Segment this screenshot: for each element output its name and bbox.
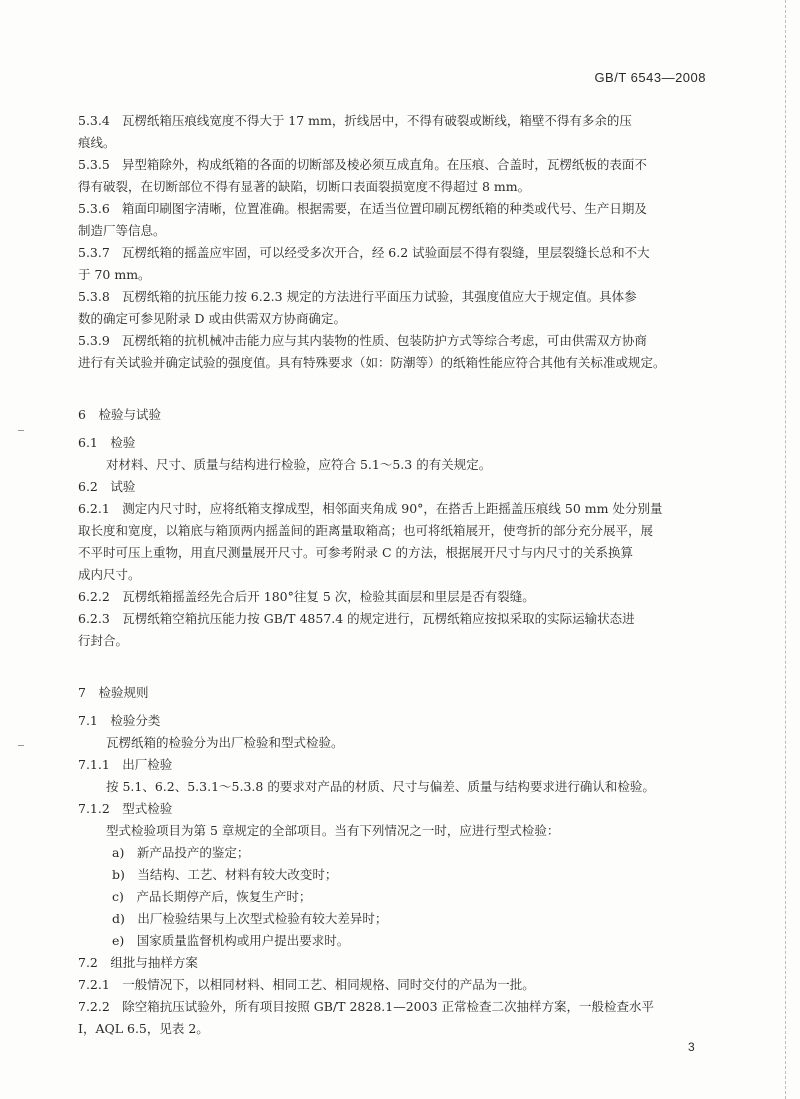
clause-line: 5.3.9 瓦楞纸箱的抗机械冲击能力应与其内装物的性质、包装防护方式等综合考虑，可由供需双方协商: [78, 333, 647, 348]
chapter-heading: 7 检验规则: [78, 685, 149, 700]
standard-number: GB/T 6543—2008: [594, 70, 706, 85]
list-item: b) 当结构、工艺、材料有较大改变时；: [112, 867, 338, 882]
section-title: 7.1 检验分类: [78, 713, 161, 728]
clause-line: 5.3.4 瓦楞纸箱压痕线宽度不得大于 17 mm，折线居中，不得有破裂或断线，箱壁不得有多余的压: [78, 113, 632, 128]
chapter-heading: 6 检验与试验: [78, 407, 161, 422]
section-title: 7.1.1 出厂检验: [78, 757, 173, 772]
paragraph-line: 6.2.1 测定内尺寸时，应将纸箱支撑成型，相邻面夹角成 90°，在搭舌上距摇盖压痕线 50 mm 处分别量: [78, 501, 663, 516]
paragraph-line: 行封合。: [78, 633, 129, 648]
paragraph-line: 不平时可压上重物，用直尺测量展开尺寸。可参考附录 C 的方法，根据展开尺寸与内尺寸的关系换算: [78, 545, 634, 560]
clause-line: 得有破裂，在切断部位不得有显著的缺陷，切断口表面裂损宽度不得超过 8 mm。: [78, 179, 531, 194]
paragraph: 瓦楞纸箱的检验分为出厂检验和型式检验。: [106, 735, 344, 750]
clause-line: 数的确定可参见附录 D 或由供需双方协商确定。: [78, 311, 346, 326]
paragraph-line: 6.2.2 瓦楞纸箱摇盖经先合后开 180°往复 5 次，检验其面层和里层是否有裂缝。: [78, 589, 535, 604]
paragraph-line: 取长度和宽度，以箱底与箱顶两内摇盖间的距离量取箱高；也可将纸箱展开，使弯折的部分充分展平，展: [78, 523, 654, 538]
clause-line: 于 70 mm。: [78, 267, 151, 282]
page-number: 3: [688, 1040, 695, 1054]
clause-line: 进行有关试验并确定试验的强度值。具有特殊要求（如：防潮等）的纸箱性能应符合其他有关标准或规定。: [78, 355, 666, 370]
paragraph-line: 7.2.2 除空箱抗压试验外，所有项目按照 GB/T 2828.1—2003 正常检查二次抽样方案，一般检查水平: [78, 999, 654, 1014]
paragraph-line: 7.2.1 一般情况下，以相同材料、相同工艺、相同规格、同时交付的产品为一批。: [78, 977, 535, 992]
section-title: 6.1 检验: [78, 435, 136, 450]
clause-line: 5.3.5 异型箱除外，构成纸箱的各面的切断部及棱必须互成直角。在压痕、合盖时，瓦楞纸板的表面不: [78, 157, 647, 172]
list-item: e) 国家质量监督机构或用户提出要求时。: [112, 933, 350, 948]
list-item: a) 新产品投产的鉴定；: [112, 845, 250, 860]
scan-edge: [784, 0, 786, 1099]
paragraph: 对材料、尺寸、质量与结构进行检验，应符合 5.1～5.3 的有关规定。: [106, 457, 492, 472]
margin-mark: [18, 745, 24, 746]
paragraph-line: 成内尺寸。: [78, 567, 141, 582]
paragraph: 型式检验项目为第 5 章规定的全部项目。当有下列情况之一时，应进行型式检验：: [106, 823, 560, 838]
paragraph-line: Ⅰ，AQL 6.5，见表 2。: [78, 1021, 209, 1036]
paragraph-line: 6.2.3 瓦楞纸箱空箱抗压能力按 GB/T 4857.4 的规定进行，瓦楞纸箱应按拟采取的实际运输状态进: [78, 611, 635, 626]
clause-line: 痕线。: [78, 135, 116, 150]
section-title: 7.2 组批与抽样方案: [78, 955, 198, 970]
clause-line: 5.3.7 瓦楞纸箱的摇盖应牢固，可以经受多次开合，经 6.2 试验面层不得有裂缝，里层裂缝长总和不大: [78, 245, 650, 260]
section-title: 7.1.2 型式检验: [78, 801, 173, 816]
document-body: [78, 110, 718, 1040]
clause-line: 制造厂等信息。: [78, 223, 166, 238]
clause-line: 5.3.8 瓦楞纸箱的抗压能力按 6.2.3 规定的方法进行平面压力试验，其强度值应大于规定值。具体参: [78, 289, 637, 304]
section-title: 6.2 试验: [78, 479, 136, 494]
margin-mark: [18, 430, 24, 431]
list-item: c) 产品长期停产后，恢复生产时；: [112, 889, 312, 904]
list-item: d) 出厂检验结果与上次型式检验有较大差异时；: [112, 911, 388, 926]
clause-line: 5.3.6 箱面印刷图字清晰，位置准确。根据需要，在适当位置印刷瓦楞纸箱的种类或代号、生产日期及: [78, 201, 647, 216]
paragraph: 按 5.1、6.2、5.3.1～5.3.8 的要求对产品的材质、尺寸与偏差、质量与结构要求进行确认和检验。: [106, 779, 655, 794]
